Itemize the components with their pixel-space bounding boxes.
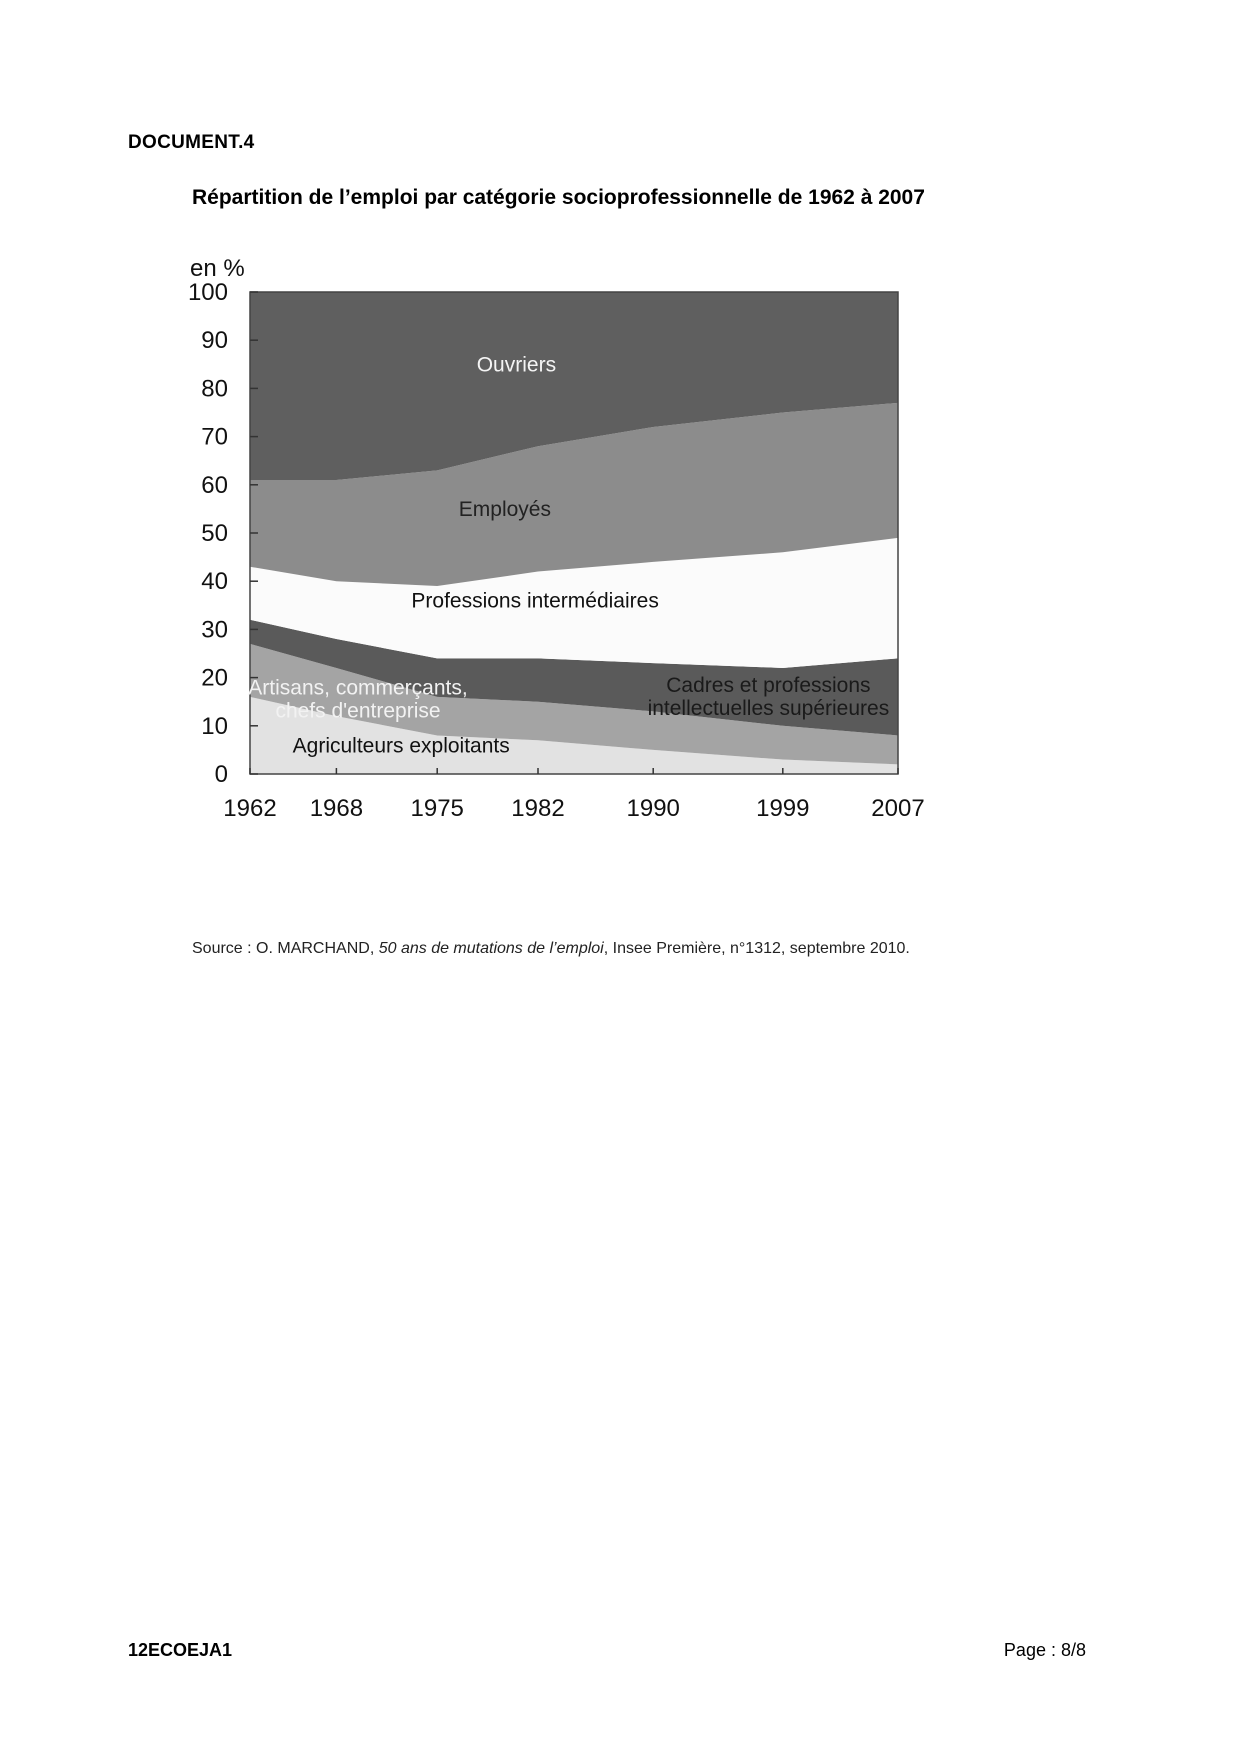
x-tick-label: 1968 xyxy=(309,795,364,822)
y-tick-label: 100 xyxy=(187,279,228,306)
stacked-area-chart xyxy=(187,255,1070,920)
x-tick-label: 1962 xyxy=(223,795,277,822)
y-tick-label: 30 xyxy=(201,616,228,644)
source-work-title: 50 ans de mutations de l’emploi xyxy=(378,940,604,957)
y-unit-label: en % xyxy=(190,255,245,282)
area-label-professions-intermediaires: Professions intermédiaires xyxy=(411,589,659,613)
area-label-cadres-et-professions-intellectuelles-superieures: Cadres et professions intellectuelles supérieures xyxy=(647,674,890,721)
footer-code: 12ECOEJA1 xyxy=(128,1640,233,1660)
footer-page-number: Page : 8/8 xyxy=(1003,1640,1086,1660)
x-tick-label: 1975 xyxy=(410,795,464,822)
area-label-agriculteurs-exploitants: Agriculteurs exploitants xyxy=(292,734,510,758)
y-tick-label: 0 xyxy=(214,761,228,788)
chart-title: Répartition de l’emploi par catégorie socioprofessionnelle de 1962 à 2007 xyxy=(192,186,925,209)
document-label: DOCUMENT.4 xyxy=(128,132,255,153)
x-tick-label: 1982 xyxy=(511,795,565,822)
y-tick-label: 60 xyxy=(201,471,228,499)
area-label-ouvriers: Ouvriers xyxy=(476,353,557,377)
area-label-employes: Employés xyxy=(458,498,551,522)
x-tick-label: 2007 xyxy=(871,795,925,822)
area-label-artisans-commercants-chefs-d-entreprise: Artisans, commerçants, chefs d'entreprise xyxy=(248,676,468,723)
y-tick-label: 70 xyxy=(201,423,228,451)
y-tick-label: 20 xyxy=(201,664,228,692)
x-tick-label: 1990 xyxy=(626,795,680,822)
y-tick-label: 50 xyxy=(201,520,228,547)
source-citation xyxy=(192,940,910,958)
y-tick-label: 40 xyxy=(201,568,228,596)
x-tick-label: 1999 xyxy=(756,795,810,822)
y-tick-label: 90 xyxy=(201,327,228,355)
source-suffix: , Insee Première, n°1312, septembre 2010. xyxy=(603,940,910,957)
source-prefix: Source : O. MARCHAND, xyxy=(192,940,379,957)
y-tick-label: 10 xyxy=(201,712,228,740)
y-tick-label: 80 xyxy=(201,375,228,403)
